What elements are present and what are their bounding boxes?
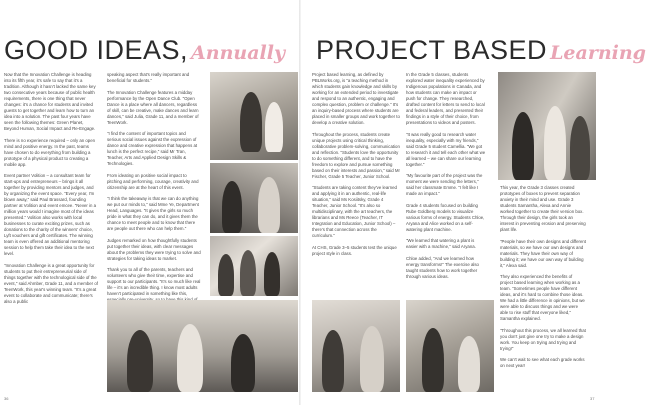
photo-figure <box>322 330 344 392</box>
photo-students-pitching <box>210 163 298 233</box>
paragraph: This year, the Grade 3 classes created prototypes of boxes to prevent separation anxiety in their mind and use. Grade 3 students Samantha, Alexa and Annie worked together to create their version box. Through their design, the girls took an interest in preventing erosion and preserving plant life. <box>500 185 586 232</box>
photo-figure <box>127 330 153 392</box>
paragraph: Chloe added, "And we learned how energy transforms!" The exercise also taught students how to work together through various ideas. <box>406 255 479 279</box>
paragraph: At CHS, Grade 3–5 students test the unique project style in class. <box>312 244 397 256</box>
right-title-main: PROJECT BASED <box>316 35 548 65</box>
paragraph: "Students are taking content they've learned and applying it in an authentic, real-life situation," said Ms Kosiitsky, Grade 4 Teacher, Junior School. "It's also so multidisciplinary, with the art teachers, the librarians and Ms Reece (Teacher, IT Integration and Education, Junior School) – there's that connection across the curriculum." <box>312 185 397 238</box>
paragraph: Event partner Volition – a consultant team for start-ups and entrepreneurs – brings it all together by providing mentors and judges, and by organizing the event space. "Every year, I'm blown away," said Paul Brassard, founding partner at Volition and event emcee. "Never in a million years would I imagine most of the ideas presented." Volition also works with local businesses to curate exciting prizes, such as donations to the charity of the winners' choice, Lyft vouchers and gift certificates. The winning team is even offered an additional mentoring session to help them take their idea to the next level. <box>4 173 97 256</box>
paragraph: "I find the content of important topics and serious social issues against the expression of dance and creative expression that happens at lunch is the perfect recipe," said Mr Tran, Teacher, Arts and Applied Design Skills & Technologies. <box>107 131 198 166</box>
photo-presentation <box>107 300 298 392</box>
paragraph: We can't wait to see what each grade works on next year! <box>500 357 585 368</box>
paragraph: Judges remarked on how thoughtfully students put together their ideas, with clear messages about the problems they were trying to solve and strategies for taking ideas to market. <box>107 237 201 261</box>
paragraph: Thank you to all of the parents, teachers and volunteers who give their time, expertise and support to our participants. "It's so much like real life – it's an incredible thing. I know most adults haven't participated in something like this, <box>107 267 201 296</box>
right-column-1 <box>312 72 400 262</box>
photo-figure <box>544 106 566 180</box>
photo-grade5-classroom <box>498 72 596 180</box>
photo-figure <box>265 102 283 152</box>
paragraph: Now that the Innovation Challenge is heading into its fifth year, it's safe to say that it's a tradition. Although it hasn't lacked the same key two consecutive years because of public health requirements, there is one thing that never changes: it's a chance for students and invited guests to get together and learn how to turn an idea into a solution. The past four years have seen the following themes: Green Planet, Beyond Human, Social Impact and Re-Engage. <box>4 72 96 131</box>
left-column-2 <box>107 72 201 321</box>
left-page-title <box>4 30 285 67</box>
photo-figure <box>258 177 280 233</box>
paragraph: "My favourite part of the project was the moment we were sending the letters," said her classmate Emme. "I felt like I made an impact." <box>406 173 483 196</box>
photo-figure <box>231 334 255 392</box>
photo-figure <box>218 254 234 296</box>
paragraph: speaking aspect that's really important and beneficial for students." <box>107 72 190 83</box>
page-number: 36 <box>4 396 9 401</box>
photo-figure <box>240 92 262 152</box>
photo-figure <box>512 112 534 180</box>
left-page <box>0 0 300 405</box>
right-page-title <box>316 30 646 67</box>
right-column-3 <box>500 185 586 375</box>
photo-rube-goldberg-model <box>406 300 494 392</box>
right-column-2 <box>406 72 486 285</box>
paragraph: In the Grade 5 classes, students explored water inequality experienced by Indigenous populations in Canada, and how students can make an impact or push for change. They researched, drafted content for letters to send to local and federal leaders, and presented their findings in a style of their choice, from presentations to videos and posters. <box>406 72 485 125</box>
photo-figure <box>240 250 256 296</box>
right-title-script: Learning <box>550 42 646 64</box>
photo-students-at-table <box>312 300 400 392</box>
page-number: 37 <box>590 396 595 401</box>
paragraph: "It was really good to research water inequality, especially with my friends," said Grade 5 student Camellia. "We got to research it and tell each other what we all learned – we can share our learning together." <box>406 131 486 167</box>
paragraph: They also experienced the benefits of project based learning when working as a team. "Sometimes people have different ideas, and it's hard to combine those ideas. We had a little difference in opinions, but we were able to discuss things and we were able to rise stuff that everyone liked," Samantha explained. <box>500 274 585 321</box>
photo-figure <box>570 116 590 180</box>
left-column-1 <box>4 72 98 310</box>
paragraph: "Throughout this process, we all learned that you don't just give one try to make a design work. You keep on trying and trying and trying!" <box>500 327 586 351</box>
paragraph: "People have their own designs and different materials, so we have our own designs and materials. They have their own way of building it; we have our own way of building it," Alexa said. <box>500 238 586 268</box>
photo-figure <box>422 328 444 392</box>
paragraph: Project based learning, as defined by PBLWorks.org, is "a teaching method in which students gain knowledge and skills by working for an extended period to investigate and respond to an authentic, engaging and complex question, problem or challenge." It's an inquiry-based process where students are placed in smaller groups and work together to develop a creative solution. <box>312 72 400 125</box>
paragraph: "I think the takeaway is that we can do anything we put our minds to," said Mme Ye, Department Head, Languages. "It gives the girls so much pride in what they can do, and it gives them the chance to meet people and to know that there are people out there who can help them." <box>107 196 199 231</box>
photo-figure <box>222 181 242 233</box>
paragraph: From ideating on positive social impact to pitching and performing, courage, creativity and citizenship are at the heart of this event. <box>107 172 199 190</box>
photo-figure <box>458 336 480 392</box>
photo-figure <box>177 324 203 392</box>
photo-dance-performance <box>210 72 298 160</box>
right-page <box>300 0 646 405</box>
paragraph: The Innovation Challenge features a midday performance by the Open Dance Club. "Open Dance is a place where all dancers, regardless of skill, can be creative, make dances and learn dances," said Julia, Grade 11, and a member of TeenWork. <box>107 89 199 125</box>
left-title-main: GOOD IDEAS, <box>4 35 189 65</box>
paragraph: There is no experience required – only an open mind and positive energy. In the past, teams have chosen to do everything from building a prototype of a physical product to creating a mobile app. <box>4 137 96 167</box>
photo-figure <box>264 252 280 296</box>
left-title-script: Annually <box>191 42 286 64</box>
paragraph: Throughout the process, students create unique projects using critical thinking, collaborative problem-solving, communication and reflection. "Students love the opportunity to do something different, and to have the freedom to explore and pursue something based on their interests and passion," said Mr Fischer, Grade 5 Teacher, Junior School. <box>312 131 400 179</box>
paragraph: Grade 4 students focused on building Rube Goldberg models to visualize various forms of energy. Students Chloe, Aryana and Alice worked on a self-watering plant machine. <box>406 202 485 232</box>
paragraph: "We learned that watering a plant is easier with a machine," said Aryana. <box>406 238 476 249</box>
paragraph: "Innovation Challenge is a great opportunity for students to put their entrepreneurial side of things together with the technological side of the event," said Ahmber, Grade 11, and a member of TeenWork, this year's winning team. "It's a great event to collaborate and communicate; there's also a public <box>4 262 98 304</box>
photo-figure <box>360 326 384 392</box>
photo-team-group <box>210 236 298 296</box>
